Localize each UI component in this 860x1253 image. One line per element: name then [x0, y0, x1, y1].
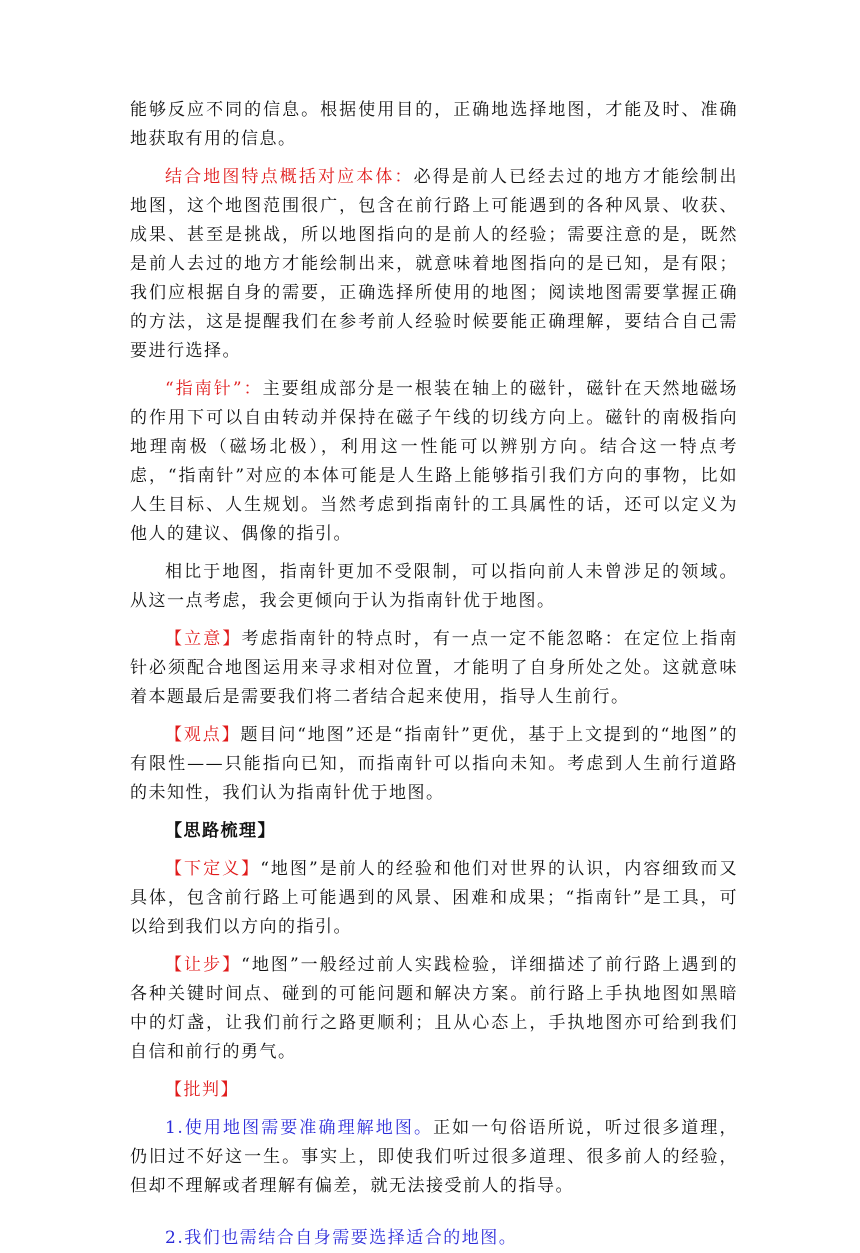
paragraph-text: “地图”一般经过前人实践检验，详细描述了前行路上遇到的各种关键时间点、碰到的可能问题和解决方案。前行路上手执地图如黑暗中的灯盏，让我们前行之路更顺利；且从心态上，手执地图亦可给到我们自信和前行的勇气。 — [130, 955, 738, 1062]
paragraph-viewpoint — [130, 721, 738, 808]
section-lead-viewpoint: 【观点】 — [165, 725, 241, 745]
section-heading-outline — [130, 817, 738, 846]
paragraph-text: “地图”是前人的经验和他们对世界的认识，内容细致而又具体，包含前行路上可能遇到的风景、困难和成果；“指南针”是工具，可以给到我们以方向的指引。 — [130, 859, 738, 937]
paragraph-text: 能够反应不同的信息。根据使用目的，正确地选择地图，才能及时、准确地获取有用的信息。 — [130, 100, 738, 149]
paragraph-spacer — [130, 1210, 738, 1224]
paragraph-text: 考虑指南针的特点时，有一点一定不能忽略：在定位上指南针必须配合地图运用来寻求相对位置，才能明了自身所处之处。这就意味着本题最后是需要我们将二者结合起来使用，指导人生前行。 — [130, 629, 739, 707]
section-lead-concession: 【让步】 — [165, 955, 242, 975]
section-lead-compass: “指南针”： — [165, 379, 263, 399]
paragraph-map-info — [130, 96, 738, 154]
section-lead-map-features: 结合地图特点概括对应本体： — [165, 167, 414, 187]
heading-text: 【思路梳理】 — [165, 821, 276, 841]
paragraph-text: 主要组成部分是一根装在轴上的磁针，磁针在天然地磁场的作用下可以自由转动并保持在磁子午线的切线方向上。磁针的南极指向地理南极（磁场北极），利用这一性能可以辨别方向。结合这一特点考虑，“指南针”对应的本体可能是人生路上能够指引我们方向的事物，比如人生目标、人生规划。当然考虑到指南针的工具属性的话，还可以定义为他人的建议、偶像的指引。 — [130, 379, 738, 544]
point-2-lead: 2.我们也需结合自身需要选择适合的地图。 — [165, 1228, 518, 1248]
paragraph-compass — [130, 375, 738, 549]
paragraph-comparison — [130, 558, 738, 616]
paragraph-text: 必得是前人已经去过的地方才能绘制出地图，这个地图范围很广，包含在前行路上可能遇到的各种风景、收获、成果、甚至是挑战，所以地图指向的是前人的经验；需要注意的是，既然是前人去过的地方才能绘制出来，就意味着地图指向的是已知，是有限；我们应根据自身的需要，正确选择所使用的地图；阅读地图需要掌握正确的方法，这是提醒我们在参考前人经验时候要能正确理解，要结合自己需要进行选择。 — [130, 167, 739, 361]
paragraph-map-ontology — [130, 163, 738, 366]
paragraph-point-1 — [130, 1114, 738, 1201]
point-1-lead: 1.使用地图需要准确理解地图。 — [165, 1118, 434, 1138]
paragraph-text: 正如一句俗语所说，听过很多道理，仍旧过不好这一生。事实上，即使我们听过很多道理、很多前人的经验，但却不理解或者理解有偏差，就无法接受前人的指导。 — [130, 1118, 738, 1196]
section-lead-theme: 【立意】 — [165, 629, 242, 649]
paragraph-text: 相比于地图，指南针更加不受限制，可以指向前人未曾涉足的领域。从这一点考虑，我会更倾向于认为指南针优于地图。 — [130, 562, 738, 611]
section-lead-definition: 【下定义】 — [165, 859, 261, 879]
section-lead-critique: 【批判】 — [165, 1080, 239, 1100]
paragraph-theme — [130, 625, 738, 712]
paragraph-concession — [130, 951, 738, 1067]
paragraph-definition — [130, 855, 738, 942]
section-heading-critique — [130, 1076, 738, 1105]
paragraph-point-2 — [130, 1224, 738, 1253]
paragraph-text: 题目问“地图”还是“指南针”更优，基于上文提到的“地图”的有限性——只能指向已知，而指南针可以指向未知。考虑到人生前行道路的未知性，我们认为指南针优于地图。 — [130, 725, 738, 803]
